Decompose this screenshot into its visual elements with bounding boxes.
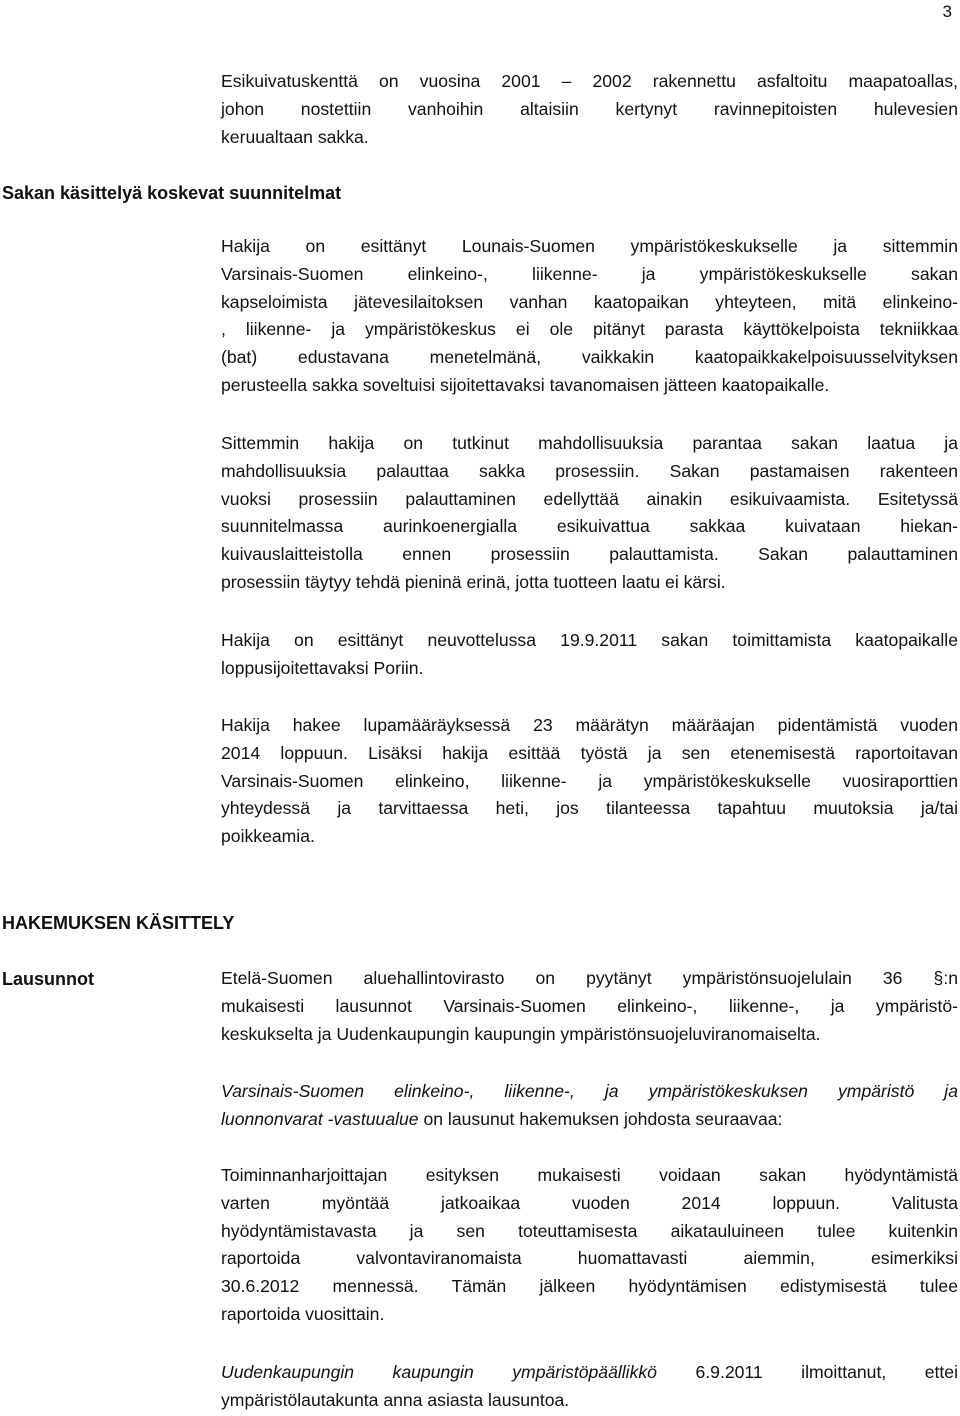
text-line: keskukselta ja Uudenkaupungin kaupungin ympäristönsuojeluviranomaiselta. [221,1023,821,1044]
text-line: Esikuivatuskenttä on vuosina 2001 – 2002 rakennettu asfaltoitu maapatoallas, [221,71,958,91]
paragraph [221,1078,958,1134]
text-line: ympäristölautakunta anna asiasta lausuntoa. [221,1389,570,1410]
paragraph [221,1359,958,1415]
text-line: Varsinais-Suomen elinkeino-, liikenne- ja ympäristökeskukselle sakan [221,263,958,284]
side-label: Lausunnot [2,969,94,989]
text-line: 2014 loppuun. Lisäksi hakija esittää työstä ja sen etenemisestä raportoitavan [221,742,958,763]
text-line: (bat) edustavana menetelmänä, vaikkakin kaatopaikkakelpoisuusselvityksen [221,347,958,368]
text-line: raportoida valvontaviranomaista huomattavasti aiemmin, esimerkiksi [221,1248,958,1269]
text-line: Sittemmin hakija on tutkinut mahdollisuuksia parantaa sakan laatua ja [221,433,958,453]
paragraph [221,233,958,400]
italic-text: luonnonvarat -vastuualue [221,1108,419,1129]
paragraph [221,430,958,597]
text-span: 6.9.2011 ilmoittanut, ettei [656,1362,959,1382]
text-line: yhteydessä ja tarvittaessa heti, jos tilanteessa tapahtuu muutoksia ja/tai [221,798,958,819]
text-line: varten myöntää jatkoaikaa vuoden 2014 loppuun. Valitusta [221,1192,958,1213]
italic-text: Uudenkaupungin kaupungin ympäristöpäällikkö [221,1362,657,1382]
text-line: Toiminnanharjoittajan esityksen mukaisesti voidaan sakan hyödyntämistä [221,1165,958,1185]
paragraph [221,965,958,1048]
text-line: mahdollisuuksia palauttaa sakka prosessiin. Sakan pastamaisen rakenteen [221,460,958,481]
text-line: keruualtaan sakka. [221,126,369,147]
text-line: loppusijoitettavaksi Poriin. [221,657,424,678]
text-line: Varsinais-Suomen elinkeino-, liikenne-, ja ympäristökeskuksen ympäristö ja [221,1081,958,1101]
text-line: kuivauslaitteistolla ennen prosessiin palauttamista. Sakan palauttaminen [221,544,958,565]
text-line: Hakija hakee lupamääräyksessä 23 määrätyn määräajan pidentämistä vuoden [221,715,958,735]
text-line: mukaisesti lausunnot Varsinais-Suomen elinkeino-, liikenne-, ja ympäristö- [221,995,958,1016]
text-line: poikkeamia. [221,826,315,847]
section-heading: Sakan käsittelyä koskevat suunnitelmat [2,183,342,203]
text-line: hyödyntämistavasta ja sen toteuttamisesta aikatauluineen tulee kuitenkin [221,1220,958,1241]
text-line: Hakija on esittänyt Lounais-Suomen ympäristökeskukselle ja sittemmin [221,236,958,256]
text-line: , liikenne- ja ympäristökeskus ei ole pitänyt parasta käyttökelpoista tekniikkaa [221,319,958,340]
paragraph [221,712,958,851]
text-line: raportoida vuosittain. [221,1303,385,1324]
text-line: johon nostettiin vanhoihin altaisiin kertynyt ravinnepitoisten hulevesien [221,98,958,119]
text-line: vuoksi prosessiin palauttaminen edellyttää ainakin esikuivaamista. Esitetyssä [221,488,958,509]
section-heading: HAKEMUKSEN KÄSITTELY [2,913,235,933]
text-line: 30.6.2012 mennessä. Tämän jälkeen hyödyntämisen edistymisestä tulee [221,1276,958,1297]
text-line [221,1359,958,1387]
text-line [221,1106,958,1134]
text-line: prosessiin täytyy tehdä pieninä erinä, jotta tuotteen laatu ei kärsi. [221,571,726,592]
text-line: Etelä-Suomen aluehallintovirasto on pyytänyt ympäristönsuojelulain 36 §:n [221,968,958,988]
text-line: perusteella sakka soveltuisi sijoitettavaksi tavanomaisen jätteen kaatopaikalle. [221,374,830,395]
text-line: kapseloimista jätevesilaitoksen vanhan kaatopaikan yhteyteen, mitä elinkeino- [221,291,958,312]
text-line: Hakija on esittänyt neuvottelussa 19.9.2011 sakan toimittamista kaatopaikalle [221,630,958,650]
paragraph [221,627,958,683]
text-line: suunnitelmassa aurinkoenergialla esikuivattua sakkaa kuivataan hiekan- [221,516,958,537]
text-span: on lausunut hakemuksen johdosta seuraavaa: [418,1108,783,1129]
page-number: 3 [942,2,952,21]
intro-paragraph [221,68,958,151]
text-line: Varsinais-Suomen elinkeino, liikenne- ja ympäristökeskukselle vuosiraporttien [221,770,958,791]
paragraph [221,1162,958,1329]
